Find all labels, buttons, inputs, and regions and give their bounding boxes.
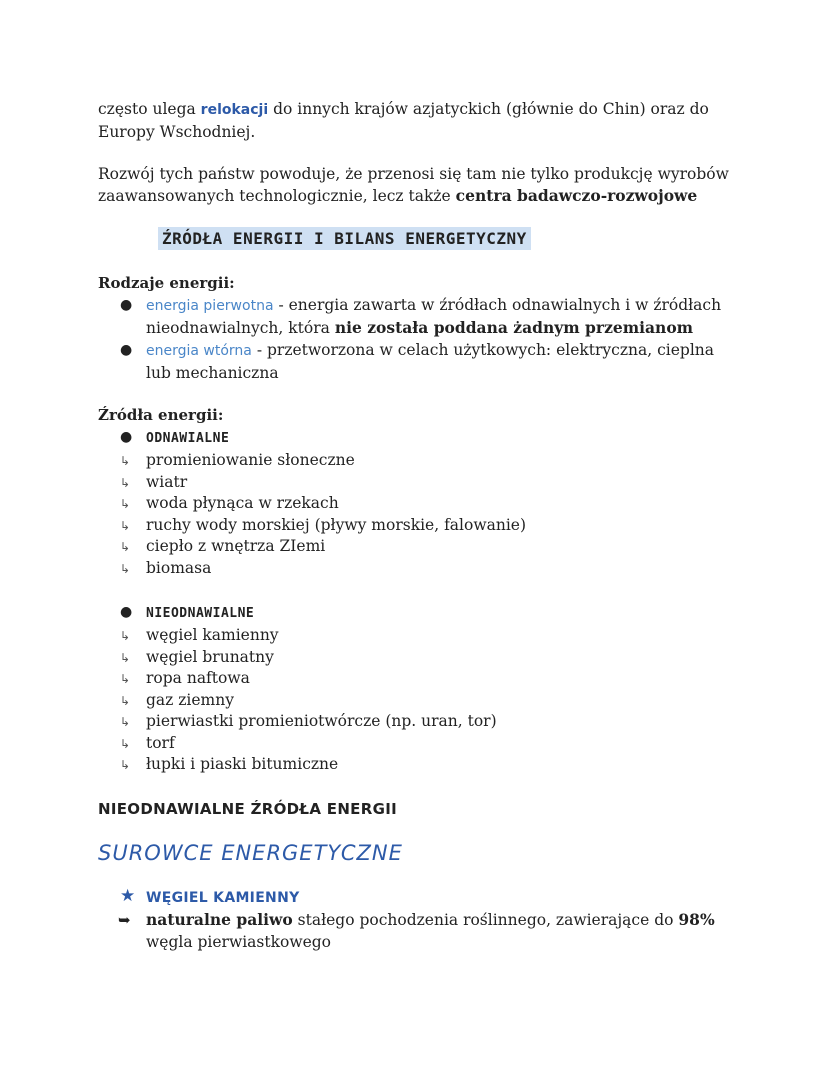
list-item: ● energia pierwotna - energia zawarta w źródłach odnawialnych i w źródłach nieodnawialnych, która nie została poddana żadnym przemianom <box>120 296 722 337</box>
nonrenewable-heading: NIEODNAWIALNE ŹRÓDŁA ENERGII <box>98 799 397 818</box>
corner-arrow-icon: ↳ <box>120 497 131 511</box>
list-item: ↳ węgiel brunatny <box>98 647 738 669</box>
corner-arrow-icon: ↳ <box>120 672 131 686</box>
bullet-icon: ● <box>120 342 133 358</box>
section-title: ŹRÓDŁA ENERGII I BILANS ENERGETYCZNY <box>158 227 531 250</box>
list-item: ↳ promieniowanie słoneczne <box>98 450 738 472</box>
intro-paragraph-2: Rozwój tych państw powoduje, że przenosi się tam nie tylko produkcję wyrobów zaawansowanych technologicznie, lecz także centra badawczo-rozwojowe <box>98 165 729 205</box>
corner-arrow-icon: ↳ <box>120 758 131 772</box>
list-item: ↳ gaz ziemny <box>98 690 738 712</box>
surowce-title: SUROWCE ENERGETYCZNE <box>98 840 403 865</box>
list-item: ● energia wtórna - przetworzona w celach użytkowych: elektryczna, cieplna lub mechaniczna <box>120 341 714 382</box>
corner-arrow-icon: ↳ <box>120 454 131 468</box>
rodzaje-list <box>98 294 738 384</box>
right-arrow-icon: ➥ <box>118 910 131 929</box>
corner-arrow-icon: ↳ <box>120 561 131 576</box>
list-item: ↳ pierwiastki promieniotwórcze (np. uran, tor) <box>98 711 738 733</box>
nonrenewable-list <box>98 625 738 776</box>
list-item: ↳ torf <box>98 733 738 755</box>
zrodla-heading: Źródła energii: <box>98 406 224 424</box>
corner-arrow-icon: ↳ <box>120 736 131 751</box>
wegiel-definition: ➥ naturalne paliwo stałego pochodzenia roślinnego, zawierające do 98% węgla pierwiastkowego <box>118 909 715 951</box>
list-item: ↳ ruchy wody morskiej (pływy morskie, falowanie) <box>98 515 738 537</box>
document-page <box>98 96 738 953</box>
corner-arrow-icon: ↳ <box>120 518 131 533</box>
corner-arrow-icon: ↳ <box>120 650 131 665</box>
corner-arrow-icon: ↳ <box>120 715 131 729</box>
nonrenewable-category: ● NIEODNAWIALNE <box>98 601 738 625</box>
list-item: ↳ ciepło z wnętrza ZIemi <box>98 536 738 558</box>
wegiel-heading: ★ WĘGIEL KAMIENNY <box>120 885 300 906</box>
list-item: ↳ ropa naftowa <box>98 668 738 690</box>
corner-arrow-icon: ↳ <box>120 693 131 708</box>
list-item: ↳ węgiel kamienny <box>98 625 738 647</box>
bullet-icon: ● <box>120 429 133 445</box>
bullet-icon: ● <box>120 297 133 313</box>
list-item: ↳ łupki i piaski bitumiczne <box>98 754 738 776</box>
relokacji-term: relokacji <box>200 102 269 118</box>
renewable-list <box>98 450 738 579</box>
rodzaje-heading: Rodzaje energii: <box>98 274 235 292</box>
bullet-icon: ● <box>120 604 133 620</box>
intro-paragraph-1: często ulega relokacji do innych krajów azjatyckich (głównie do Chin) oraz do Europy Wschodniej. <box>98 100 709 141</box>
list-item: ↳ wiatr <box>98 472 738 494</box>
renewable-category: ● ODNAWIALNE <box>98 426 738 450</box>
corner-arrow-icon: ↳ <box>120 540 131 554</box>
corner-arrow-icon: ↳ <box>120 629 131 643</box>
list-item: ↳ woda płynąca w rzekach <box>98 493 738 515</box>
star-icon: ★ <box>120 885 136 906</box>
corner-arrow-icon: ↳ <box>120 475 131 490</box>
list-item: ↳ biomasa <box>98 558 738 580</box>
